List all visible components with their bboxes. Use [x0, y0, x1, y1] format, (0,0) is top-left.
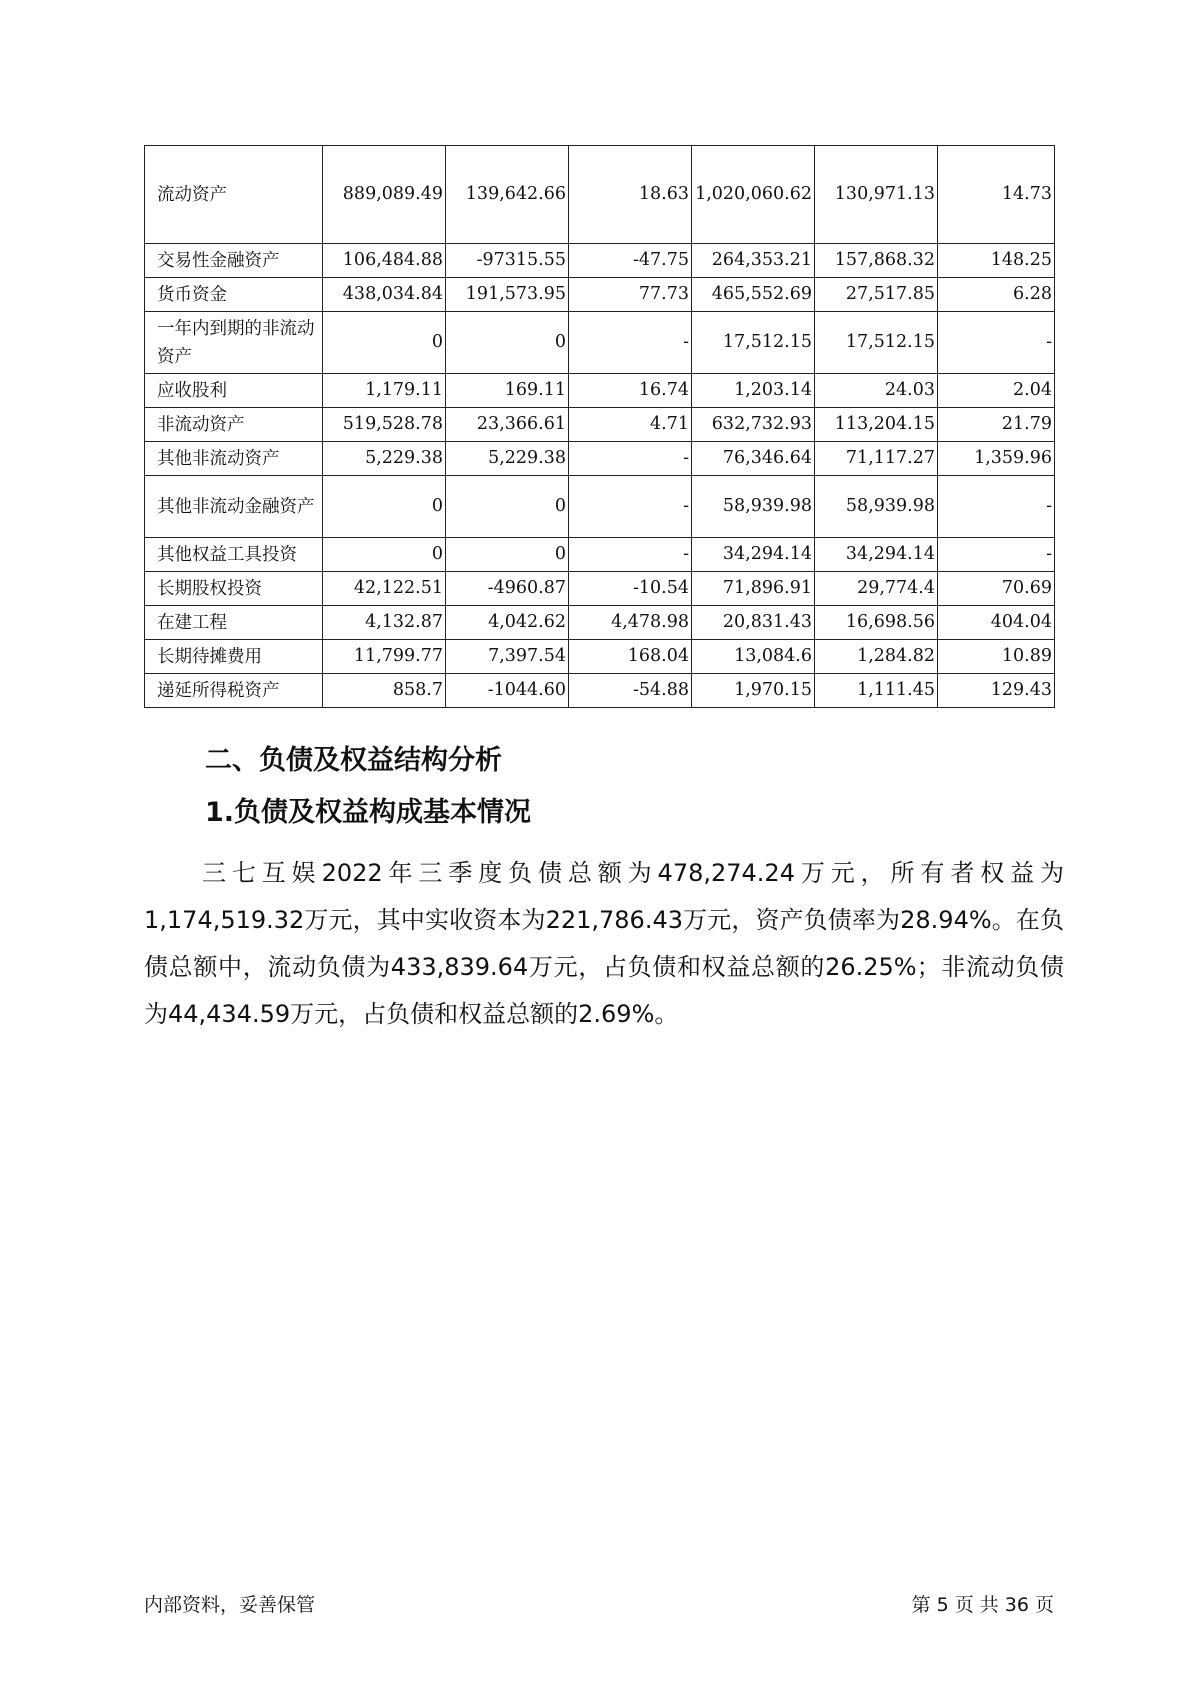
asset-table	[144, 145, 1055, 708]
table-cell: 889,089.49	[323, 146, 446, 244]
table-cell: 34,294.14	[815, 538, 938, 572]
table-cell: 16,698.56	[815, 606, 938, 640]
table-cell: 130,971.13	[815, 146, 938, 244]
table-cell: 4,132.87	[323, 606, 446, 640]
table-cell: 0	[323, 538, 446, 572]
table-cell: 7,397.54	[446, 640, 569, 674]
body-paragraph: 三七互娱2022年三季度负债总额为478,274.24万元，所有者权益为1,174,519.32万元，其中实收资本为221,786.43万元，资产负债率为28.94%。在负债总额中，流动负债为433,839.64万元，占负债和权益总额的26.25%；非流动负债为44,434.59万元，占负债和权益总额的2.69%。	[144, 859, 1064, 1028]
row-label: 货币资金	[145, 278, 323, 312]
table-cell: -	[569, 312, 692, 374]
table-cell: 0	[446, 538, 569, 572]
row-label: 交易性金融资产	[145, 244, 323, 278]
table-cell: 1,111.45	[815, 674, 938, 708]
section-heading: 二、负债及权益结构分析	[205, 745, 502, 776]
table-cell: 1,284.82	[815, 640, 938, 674]
row-label: 应收股利	[145, 374, 323, 408]
table-cell: 42,122.51	[323, 572, 446, 606]
table-cell: 129.43	[938, 674, 1055, 708]
table-cell: 858.7	[323, 674, 446, 708]
row-label: 长期待摊费用	[145, 640, 323, 674]
table-cell: 10.89	[938, 640, 1055, 674]
row-label: 其他非流动资产	[145, 442, 323, 476]
table-cell: 23,366.61	[446, 408, 569, 442]
table-cell: 70.69	[938, 572, 1055, 606]
table-cell: 264,353.21	[692, 244, 815, 278]
table-row	[145, 278, 1055, 312]
table-cell: 1,970.15	[692, 674, 815, 708]
row-label: 递延所得税资产	[145, 674, 323, 708]
table-cell: 20,831.43	[692, 606, 815, 640]
table-cell: -47.75	[569, 244, 692, 278]
table-cell: 6.28	[938, 278, 1055, 312]
table-cell: 77.73	[569, 278, 692, 312]
table-cell: 519,528.78	[323, 408, 446, 442]
table-cell: -	[938, 476, 1055, 538]
row-label: 其他非流动金融资产	[145, 476, 323, 538]
table-cell: 148.25	[938, 244, 1055, 278]
table-cell: 4.71	[569, 408, 692, 442]
table-cell: 191,573.95	[446, 278, 569, 312]
table-cell: 168.04	[569, 640, 692, 674]
table-cell: 113,204.15	[815, 408, 938, 442]
table-cell: 157,868.32	[815, 244, 938, 278]
table-row	[145, 572, 1055, 606]
table-cell: 1,359.96	[938, 442, 1055, 476]
table-row	[145, 538, 1055, 572]
table-cell: 71,896.91	[692, 572, 815, 606]
table-cell: 1,179.11	[323, 374, 446, 408]
table-cell: 1,203.14	[692, 374, 815, 408]
table-row	[145, 674, 1055, 708]
table-cell: -	[569, 538, 692, 572]
table-cell: -1044.60	[446, 674, 569, 708]
table-cell: 169.11	[446, 374, 569, 408]
table-cell: 2.04	[938, 374, 1055, 408]
table-cell: 4,478.98	[569, 606, 692, 640]
table-cell: 14.73	[938, 146, 1055, 244]
table-cell: 34,294.14	[692, 538, 815, 572]
table-cell: 24.03	[815, 374, 938, 408]
row-label: 长期股权投资	[145, 572, 323, 606]
table-row	[145, 146, 1055, 244]
table-cell: 465,552.69	[692, 278, 815, 312]
table-cell: -	[938, 538, 1055, 572]
table-cell: 4,042.62	[446, 606, 569, 640]
table-cell: 21.79	[938, 408, 1055, 442]
table-row	[145, 640, 1055, 674]
table-cell: 632,732.93	[692, 408, 815, 442]
footer-page-number: 第 5 页 共 36 页	[911, 1594, 1054, 1616]
table-cell: 0	[446, 312, 569, 374]
table-cell: 5,229.38	[323, 442, 446, 476]
table-cell: -	[569, 476, 692, 538]
subsection-heading: 1.负债及权益构成基本情况	[205, 797, 532, 828]
table-cell: -97315.55	[446, 244, 569, 278]
row-label: 非流动资产	[145, 408, 323, 442]
table-cell: 438,034.84	[323, 278, 446, 312]
table-cell: 404.04	[938, 606, 1055, 640]
row-label: 流动资产	[145, 146, 323, 244]
table-row	[145, 374, 1055, 408]
table-cell: 16.74	[569, 374, 692, 408]
table-cell: 13,084.6	[692, 640, 815, 674]
row-label: 一年内到期的非流动资产	[145, 312, 323, 374]
table-cell: -10.54	[569, 572, 692, 606]
footer-confidential: 内部资料，妥善保管	[144, 1594, 316, 1616]
table-cell: 0	[323, 476, 446, 538]
table-row	[145, 442, 1055, 476]
table-row	[145, 244, 1055, 278]
table-cell: -	[938, 312, 1055, 374]
table-row	[145, 312, 1055, 374]
table-cell: 139,642.66	[446, 146, 569, 244]
table-cell: 27,517.85	[815, 278, 938, 312]
table-row	[145, 408, 1055, 442]
row-label: 在建工程	[145, 606, 323, 640]
table-cell: 106,484.88	[323, 244, 446, 278]
table-cell: 17,512.15	[815, 312, 938, 374]
table-row	[145, 606, 1055, 640]
row-label: 其他权益工具投资	[145, 538, 323, 572]
table-cell: 71,117.27	[815, 442, 938, 476]
table-cell: 11,799.77	[323, 640, 446, 674]
table-cell: 18.63	[569, 146, 692, 244]
table-cell: -54.88	[569, 674, 692, 708]
table-cell: 58,939.98	[815, 476, 938, 538]
table-cell: 0	[323, 312, 446, 374]
table-row	[145, 476, 1055, 538]
table-cell: 76,346.64	[692, 442, 815, 476]
table-cell: 17,512.15	[692, 312, 815, 374]
table-cell: 29,774.4	[815, 572, 938, 606]
table-cell: 0	[446, 476, 569, 538]
table-cell: -	[569, 442, 692, 476]
table-cell: -4960.87	[446, 572, 569, 606]
table-cell: 5,229.38	[446, 442, 569, 476]
table-cell: 1,020,060.62	[692, 146, 815, 244]
table-cell: 58,939.98	[692, 476, 815, 538]
